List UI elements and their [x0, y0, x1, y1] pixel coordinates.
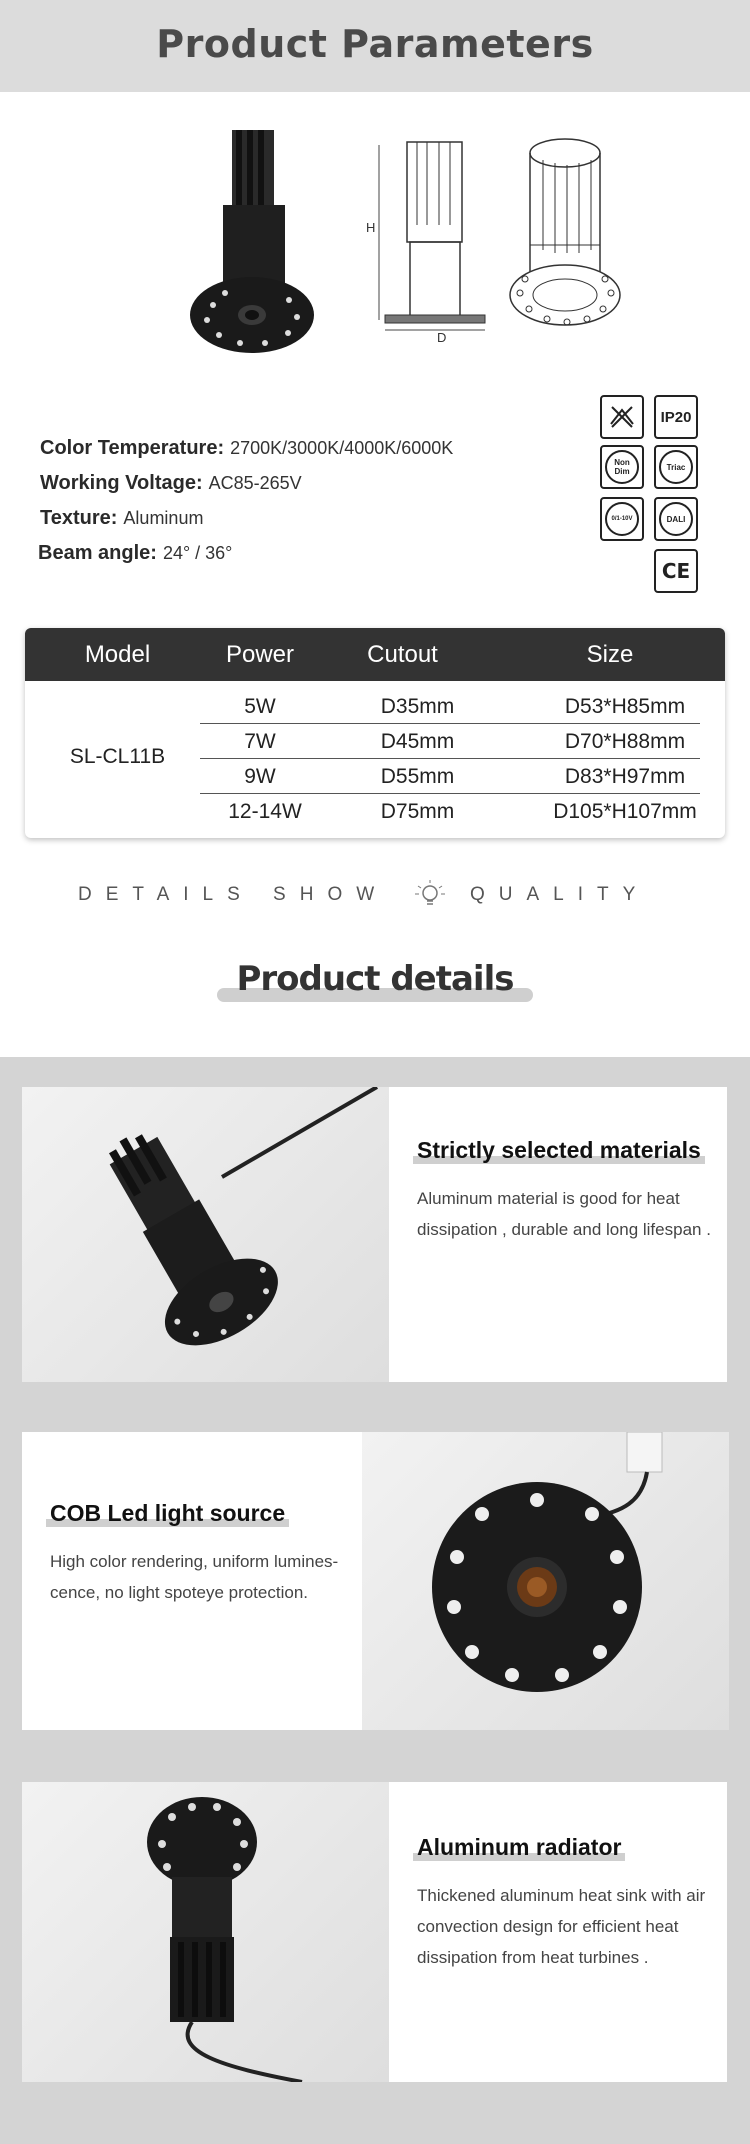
non-dim-icon: [600, 445, 644, 489]
table-row-power: 9W: [244, 765, 276, 788]
triac-label: Triac: [659, 450, 693, 484]
feature-description: Aluminum material is good for heat dissipation , durable and long lifespan .: [417, 1189, 711, 1239]
spec-label: Color Temperature:: [40, 437, 225, 459]
dali-label: DALI: [659, 502, 693, 536]
feature-title: Aluminum radiator: [417, 1834, 621, 1861]
row-divider: [200, 723, 700, 724]
details-show-label: DETAILS SHOW: [78, 884, 389, 905]
dimming-0-10v-icon: [600, 497, 644, 541]
spec-value: 24° / 36°: [162, 543, 233, 563]
table-row-power: 12-14W: [228, 800, 302, 823]
ce-mark-icon: CE: [654, 549, 698, 593]
product-details-heading: [0, 955, 750, 1015]
table-row-size: D53*H85mm: [564, 695, 686, 718]
table-row-cutout: D55mm: [380, 765, 455, 788]
header-banner: [0, 0, 750, 92]
dali-icon: [654, 497, 698, 541]
feature-description: Thickened aluminum heat sink with air convection design for efficient heat dissipation from heat turbines .: [417, 1886, 706, 1967]
feature-description: High color rendering, uniform lumines- cence, no light spoteye protection.: [50, 1552, 339, 1602]
table-row-size: D83*H97mm: [564, 765, 686, 788]
dimension-drawing: [355, 130, 515, 355]
triac-icon: [654, 445, 698, 489]
spec-value: Aluminum: [123, 508, 204, 528]
spec-working-voltage: [40, 472, 302, 495]
feature-card-cob: [22, 1432, 362, 1730]
feature-photo-cob: [362, 1432, 729, 1730]
spec-label: Texture:: [40, 507, 118, 529]
feature-title: Strictly selected materials: [417, 1137, 701, 1164]
spec-value: 2700K/3000K/4000K/6000K: [230, 438, 454, 458]
no-cover-insulation-icon: [600, 395, 644, 439]
spec-color-temperature: [40, 437, 453, 460]
feature-photo-materials: [22, 1087, 389, 1382]
line-art-illustration: [505, 135, 625, 340]
spec-label: Beam angle:: [38, 542, 157, 564]
height-label: H: [366, 220, 376, 235]
table-row-cutout: D35mm: [380, 695, 455, 718]
row-divider: [200, 758, 700, 759]
quality-label: QUALITY: [470, 884, 650, 905]
spec-beam-angle: [38, 542, 232, 565]
header-model: Model: [84, 640, 151, 668]
feature-card-radiator: [389, 1782, 727, 2082]
dimming-0-10v-label: 0/1-10V: [605, 502, 639, 536]
table-row-power: 7W: [244, 730, 276, 753]
feature-card-materials: [389, 1087, 727, 1382]
model-cell: SL-CL11B: [69, 745, 166, 768]
lightbulb-icon: [412, 878, 448, 912]
header-size: Size: [586, 640, 634, 668]
header-power: Power: [225, 640, 295, 668]
spec-texture: [40, 507, 203, 530]
page-title: Product Parameters: [156, 22, 594, 66]
table-row-power: 5W: [244, 695, 276, 718]
spec-label: Working Voltage:: [40, 472, 203, 494]
spec-table: [25, 628, 725, 838]
product-details-title: Product details: [236, 959, 514, 999]
table-header: [25, 628, 725, 681]
header-cutout: Cutout: [367, 640, 438, 668]
non-dim-label: Non Dim: [605, 450, 639, 484]
spec-value: AC85-265V: [208, 473, 302, 493]
table-row-size: D105*H107mm: [553, 800, 697, 823]
table-row-cutout: D75mm: [380, 800, 455, 823]
diameter-label: D: [437, 330, 447, 345]
feature-title: COB Led light source: [50, 1500, 285, 1527]
table-row-cutout: D45mm: [380, 730, 455, 753]
row-divider: [200, 793, 700, 794]
feature-photo-radiator: [22, 1782, 389, 2082]
ip20-badge: IP20: [654, 395, 698, 439]
table-row-size: D70*H88mm: [564, 730, 686, 753]
product-photo: [185, 125, 335, 355]
